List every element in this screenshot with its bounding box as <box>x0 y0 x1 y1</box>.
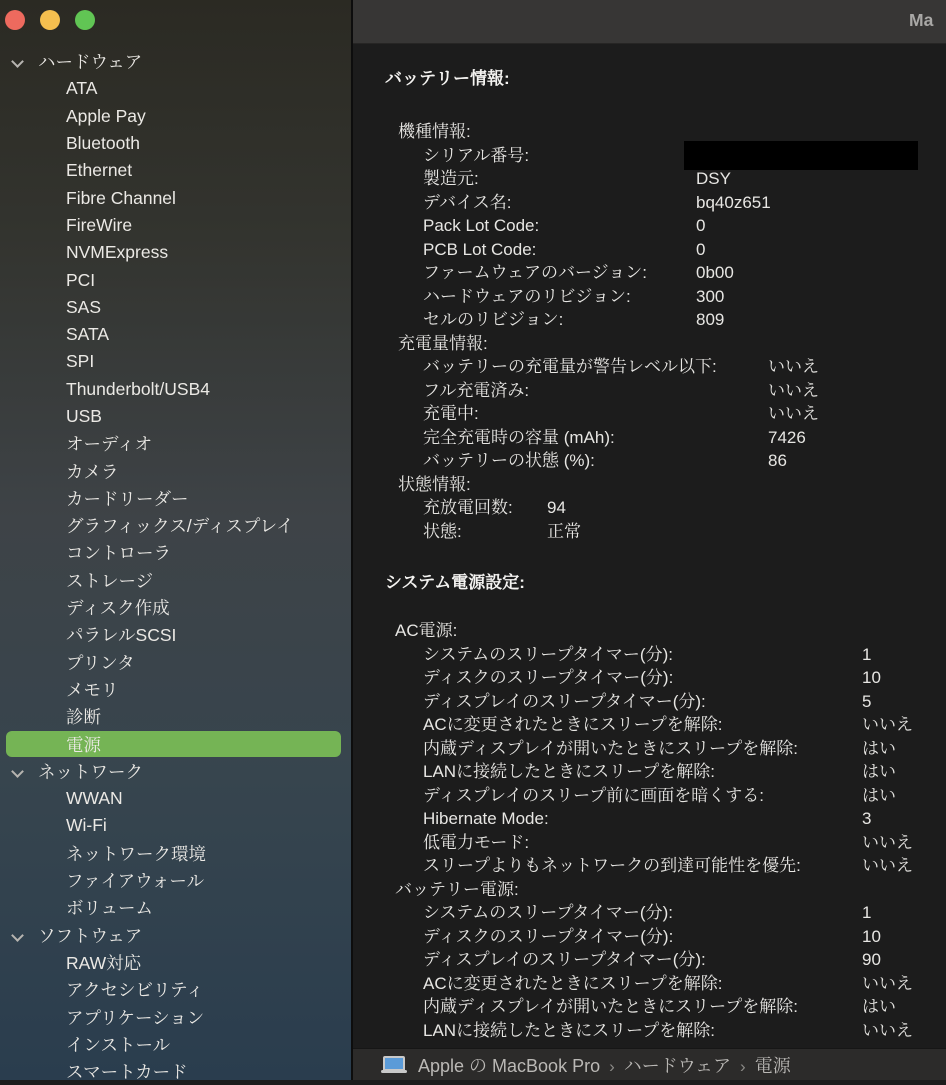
sidebar-item-カメラ[interactable] <box>0 457 351 484</box>
sidebar-item-label: SAS <box>66 296 102 317</box>
report-row <box>385 995 946 1019</box>
report-row <box>385 191 946 215</box>
row-label: スリープよりもネットワークの到達可能性を優先: <box>423 856 801 875</box>
report-row <box>385 402 946 426</box>
report-row <box>385 449 946 473</box>
breadcrumb-separator: › <box>740 1056 746 1076</box>
sidebar-item-label: 診断 <box>66 707 101 728</box>
sidebar-item-label: WWAN <box>66 788 123 809</box>
group-label: 機種情報: <box>398 122 471 141</box>
report-row <box>385 214 946 238</box>
sidebar-item-label: オーディオ <box>66 434 153 455</box>
spacer <box>385 91 946 121</box>
row-label: シリアル番号: <box>423 145 530 165</box>
section-heading: バッテリー情報: <box>385 69 510 88</box>
sidebar-item-label: FireWire <box>66 214 133 235</box>
row-value: 0 <box>696 216 706 235</box>
report-row <box>385 737 946 761</box>
sidebar-item-label: カードリーダー <box>66 488 189 509</box>
sidebar-group-label: ハードウェア <box>38 52 143 73</box>
chevron-down-icon[interactable] <box>13 767 22 776</box>
sidebar-item-グラフィックス/ディスプレイ[interactable] <box>0 512 351 539</box>
sidebar-item-label: Fibre Channel <box>66 187 176 208</box>
row-value: 10 <box>862 668 881 687</box>
report-row <box>385 690 946 714</box>
row-value: 3 <box>862 809 872 828</box>
report-row <box>385 784 946 808</box>
chevron-down-icon[interactable] <box>13 931 22 940</box>
sidebar-item-SPI[interactable] <box>0 348 351 375</box>
row-label: 内蔵ディスプレイが開いたときにスリープを解除: <box>423 997 798 1016</box>
row-label: フル充電済み: <box>423 380 530 400</box>
sidebar-item-メモリ[interactable] <box>0 676 351 703</box>
close-button[interactable] <box>5 10 25 30</box>
sidebar-item-label: ストレージ <box>66 570 154 591</box>
sidebar <box>0 0 353 1083</box>
sidebar-item-label: ATA <box>66 78 98 99</box>
report-row <box>385 520 946 544</box>
sidebar-item-label: コントローラ <box>66 543 171 564</box>
row-label: Pack Lot Code: <box>423 216 540 235</box>
sidebar-item-Wi-Fi[interactable] <box>0 812 351 839</box>
sidebar-item-電源[interactable] <box>0 730 351 757</box>
sidebar-item-label: ネットワーク環境 <box>66 843 206 864</box>
row-label: システムのスリープタイマー(分): <box>423 644 673 664</box>
sidebar-item-Bluetooth[interactable] <box>0 130 351 157</box>
sidebar-group-ハードウェア[interactable] <box>0 48 351 75</box>
report-row <box>385 854 946 878</box>
row-label: ディスクのスリープタイマー(分): <box>423 926 674 946</box>
row-value: bq40z651 <box>696 192 771 212</box>
breadcrumb-item[interactable]: 電源 <box>754 1055 791 1076</box>
sidebar-item-コントローラ[interactable] <box>0 539 351 566</box>
row-label: 低電力モード: <box>423 832 530 852</box>
report-pane <box>353 44 946 1048</box>
row-value: いいえ <box>862 715 913 734</box>
sidebar-item-USB[interactable] <box>0 403 351 430</box>
row-label: PCB Lot Code: <box>423 239 537 259</box>
sidebar-item-プリンタ[interactable] <box>0 649 351 676</box>
row-label: ディスプレイのスリープ前に画面を暗くする: <box>423 785 764 805</box>
sidebar-item-label: グラフィックス/ディスプレイ <box>66 516 294 537</box>
selection-highlight <box>6 731 341 756</box>
group-label: 状態情報: <box>398 474 471 494</box>
row-label: 製造元: <box>423 169 479 188</box>
sidebar-item-SATA[interactable] <box>0 321 351 348</box>
sidebar-list <box>0 48 351 1085</box>
group-label: AC電源: <box>395 621 458 640</box>
row-value: いいえ <box>768 404 819 423</box>
report-row <box>385 713 946 737</box>
sidebar-item-label: プリンタ <box>66 652 135 673</box>
row-value: 0b00 <box>696 263 734 282</box>
sidebar-item-label: RAW対応 <box>66 952 142 973</box>
row-label: ディスクのスリープタイマー(分): <box>423 668 674 687</box>
row-value: 0 <box>696 239 706 259</box>
row-value: 86 <box>768 451 787 470</box>
sidebar-item-インストール[interactable] <box>0 1031 351 1058</box>
report-row <box>385 831 946 855</box>
row-label: バッテリーの充電量が警告レベル以下: <box>423 357 717 376</box>
sidebar-item-label: ボリューム <box>66 898 153 919</box>
sidebar-item-label: PCI <box>66 269 96 290</box>
battery-report <box>353 44 946 1042</box>
row-value: はい <box>862 762 896 781</box>
report-row <box>385 355 946 379</box>
sidebar-item-ATA[interactable] <box>0 75 351 102</box>
row-value: 90 <box>862 950 881 969</box>
row-value: いいえ <box>862 832 913 852</box>
report-row <box>385 666 946 690</box>
sidebar-group-label: ネットワーク <box>38 761 143 782</box>
macbook-icon <box>381 1056 407 1074</box>
report-row <box>385 643 946 667</box>
sidebar-item-label: Wi-Fi <box>66 815 107 836</box>
sidebar-group-label: ソフトウェア <box>38 925 143 946</box>
row-value: 1 <box>862 903 872 922</box>
sidebar-item-label: アプリケーション <box>66 1007 205 1028</box>
row-value: いいえ <box>768 357 819 376</box>
sidebar-item-ディスク作成[interactable] <box>0 594 351 621</box>
sidebar-item-label: Apple Pay <box>66 105 146 126</box>
minimize-button[interactable] <box>40 10 60 30</box>
breadcrumb-separator: › <box>609 1056 615 1076</box>
report-row <box>385 308 946 332</box>
row-value: 1 <box>862 644 872 664</box>
sidebar-item-label: 電源 <box>66 734 101 755</box>
sidebar-item-PCI[interactable] <box>0 266 351 293</box>
row-label: 充放電回数: <box>423 498 513 517</box>
report-row <box>385 261 946 285</box>
row-value: 809 <box>696 310 725 329</box>
sidebar-item-label: Thunderbolt/USB4 <box>66 378 210 399</box>
sidebar-item-label: スマートカード <box>66 1062 188 1083</box>
sidebar-item-label: SATA <box>66 324 110 345</box>
sidebar-item-RAW対応[interactable] <box>0 949 351 976</box>
row-value: はい <box>862 997 896 1016</box>
sidebar-item-ストレージ[interactable] <box>0 567 351 594</box>
report-row <box>385 925 946 949</box>
report-row <box>385 167 946 191</box>
sidebar-item-label: ファイアウォール <box>66 871 205 892</box>
row-label: 内蔵ディスプレイが開いたときにスリープを解除: <box>423 738 798 758</box>
chevron-down-icon[interactable] <box>13 57 22 66</box>
breadcrumb-item[interactable]: Apple の MacBook Pro <box>418 1055 601 1076</box>
sidebar-item-WWAN[interactable] <box>0 785 351 812</box>
report-row <box>385 901 946 925</box>
breadcrumb-item[interactable]: ハードウェア <box>623 1055 732 1076</box>
sidebar-group-ソフトウェア[interactable] <box>0 922 351 949</box>
sidebar-item-label: カメラ <box>66 461 119 482</box>
sidebar-group-ネットワーク[interactable] <box>0 758 351 785</box>
sidebar-item-Fibre Channel[interactable] <box>0 184 351 211</box>
row-label: 完全充電時の容量 (mAh): <box>423 427 615 447</box>
sidebar-item-アプリケーション[interactable] <box>0 1003 351 1030</box>
row-label: システムのスリープタイマー(分): <box>423 903 673 922</box>
report-row <box>385 948 946 972</box>
row-label: ACに変更されたときにスリープを解除: <box>423 973 723 993</box>
sidebar-item-SAS[interactable] <box>0 294 351 321</box>
sidebar-item-カードリーダー[interactable] <box>0 485 351 512</box>
report-row <box>385 807 946 831</box>
row-value: 5 <box>862 691 872 711</box>
sidebar-item-Ethernet[interactable] <box>0 157 351 184</box>
report-row <box>385 238 946 262</box>
row-value: 10 <box>862 926 881 946</box>
row-label: Hibernate Mode: <box>423 809 549 828</box>
sidebar-item-ボリューム[interactable] <box>0 894 351 921</box>
redacted-serial-box <box>684 141 918 170</box>
sidebar-item-診断[interactable] <box>0 703 351 730</box>
report-row <box>385 1019 946 1043</box>
sidebar-item-label: Bluetooth <box>66 133 140 154</box>
row-value: 300 <box>696 286 725 306</box>
sidebar-item-FireWire[interactable] <box>0 212 351 239</box>
section-heading: システム電源設定: <box>385 573 525 592</box>
window-title: Ma <box>909 10 934 30</box>
row-label: セルのリビジョン: <box>423 310 564 329</box>
row-label: 充電中: <box>423 404 479 423</box>
sidebar-item-label: インストール <box>66 1034 171 1055</box>
row-value: DSY <box>696 169 731 188</box>
report-row <box>385 426 946 450</box>
report-row <box>385 379 946 403</box>
row-value: いいえ <box>862 1020 913 1040</box>
row-value: 正常 <box>547 521 581 541</box>
sidebar-item-label: メモリ <box>66 679 119 700</box>
sidebar-item-ファイアウォール[interactable] <box>0 867 351 894</box>
spacer <box>385 543 946 571</box>
row-value: はい <box>862 738 896 758</box>
sidebar-item-ネットワーク環境[interactable] <box>0 840 351 867</box>
row-label: デバイス名: <box>423 192 512 212</box>
report-row <box>385 285 946 309</box>
sidebar-item-label: NVMExpress <box>66 242 169 263</box>
row-value: 7426 <box>768 427 806 447</box>
status-bar <box>353 1048 946 1080</box>
report-row <box>385 496 946 520</box>
sidebar-item-NVMExpress[interactable] <box>0 239 351 266</box>
sidebar-item-オーディオ[interactable] <box>0 430 351 457</box>
row-value: いいえ <box>768 380 819 400</box>
row-value: いいえ <box>862 973 913 993</box>
sidebar-item-Apple Pay[interactable] <box>0 103 351 130</box>
row-label: ファームウェアのバージョン: <box>423 263 648 282</box>
sidebar-item-label: ディスク作成 <box>66 598 170 619</box>
sidebar-item-label: アクセシビリティ <box>66 980 204 1001</box>
row-label: 状態: <box>423 521 462 541</box>
zoom-button[interactable] <box>75 10 95 30</box>
row-value: 94 <box>547 498 566 517</box>
sidebar-item-label: USB <box>66 406 102 426</box>
row-label: ハードウェアのリビジョン: <box>423 286 631 306</box>
group-label: 充電量情報: <box>398 333 488 353</box>
row-label: ディスプレイのスリープタイマー(分): <box>423 950 706 969</box>
report-row <box>385 760 946 784</box>
report-row <box>385 144 946 168</box>
sidebar-item-Thunderbolt/USB4[interactable] <box>0 376 351 403</box>
sidebar-item-アクセシビリティ[interactable] <box>0 976 351 1003</box>
breadcrumb <box>418 1052 791 1078</box>
sidebar-item-パラレルSCSI[interactable] <box>0 621 351 648</box>
sidebar-item-スマートカード[interactable] <box>0 1058 351 1085</box>
group-label: バッテリー電源: <box>395 879 519 899</box>
row-label: バッテリーの状態 (%): <box>423 451 595 470</box>
row-value: はい <box>862 785 896 805</box>
sidebar-item-label: パラレルSCSI <box>66 625 177 646</box>
sidebar-item-label: Ethernet <box>66 160 133 181</box>
row-label: ディスプレイのスリープタイマー(分): <box>423 691 706 711</box>
row-label: LANに接続したときにスリープを解除: <box>423 762 715 781</box>
report-row <box>385 972 946 996</box>
row-label: ACに変更されたときにスリープを解除: <box>423 715 723 734</box>
window-titlebar[interactable] <box>353 0 946 44</box>
spacer <box>385 595 946 620</box>
row-value: いいえ <box>862 856 913 875</box>
sidebar-item-label: SPI <box>66 351 95 372</box>
row-label: LANに接続したときにスリープを解除: <box>423 1020 715 1040</box>
